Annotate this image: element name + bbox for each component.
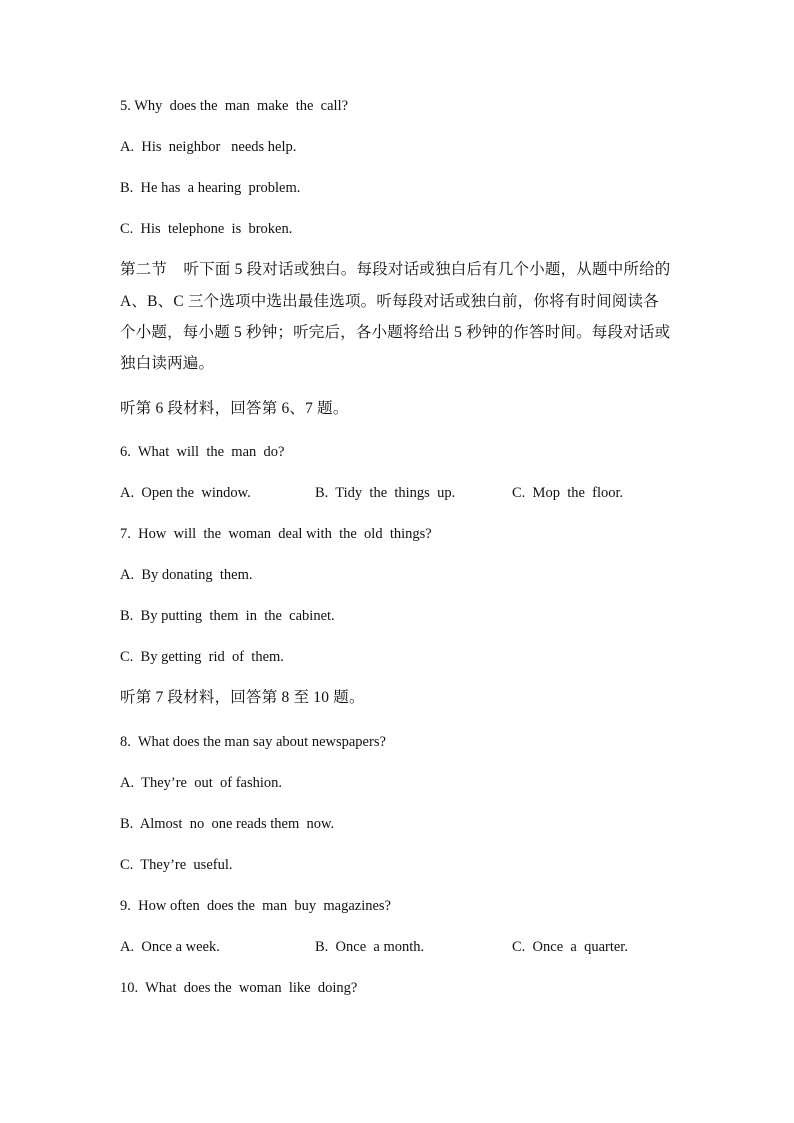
material-6-heading: 听第 6 段材料，回答第 6、7 题。: [120, 400, 349, 417]
question-8-option-a: A. They’re out of fashion.: [120, 775, 283, 791]
question-7-option-b: B. By putting them in the cabinet.: [120, 608, 335, 624]
question-9-option-b: B. Once a month.: [315, 939, 425, 955]
question-9-option-c: C. Once a quarter.: [512, 939, 628, 955]
material-7-heading: 听第 7 段材料，回答第 8 至 10 题。: [120, 689, 365, 706]
question-6-option-a: A. Open the window.: [120, 485, 251, 501]
question-6-stem: 6. What will the man do?: [120, 444, 285, 460]
section-2-instructions-line-1: 第二节 听下面 5 段对话或独白。每段对话或独白后有几个小题，从题中所给的: [120, 261, 671, 278]
question-9-option-a: A. Once a week.: [120, 939, 220, 955]
section-2-instructions-line-3: 个小题，每小题 5 秒钟；听完后，各小题将给出 5 秒钟的作答时间。每段对话或: [120, 324, 671, 341]
question-7-option-a: A. By donating them.: [120, 567, 253, 583]
question-9-stem: 9. How often does the man buy magazines?: [120, 898, 391, 914]
question-8-option-c: C. They’re useful.: [120, 857, 233, 873]
section-2-instructions-line-4: 独白读两遍。: [120, 355, 215, 372]
question-8-stem: 8. What does the man say about newspapers?: [120, 734, 386, 750]
question-5-option-b: B. He has a hearing problem.: [120, 180, 301, 196]
question-5-stem: 5. Why does the man make the call?: [120, 98, 349, 114]
question-6-option-c: C. Mop the floor.: [512, 485, 624, 501]
question-5-option-c: C. His telephone is broken.: [120, 221, 293, 237]
question-10-stem: 10. What does the woman like doing?: [120, 980, 358, 996]
question-6-option-b: B. Tidy the things up.: [315, 485, 456, 501]
section-2-instructions-line-2: A、B、C 三个选项中选出最佳选项。听每段对话或独白前，你将有时间阅读各: [120, 293, 659, 310]
question-7-option-c: C. By getting rid of them.: [120, 649, 284, 665]
question-5-option-a: A. His neighbor needs help.: [120, 139, 297, 155]
question-8-option-b: B. Almost no one reads them now.: [120, 816, 335, 832]
question-7-stem: 7. How will the woman deal with the old things?: [120, 526, 432, 542]
